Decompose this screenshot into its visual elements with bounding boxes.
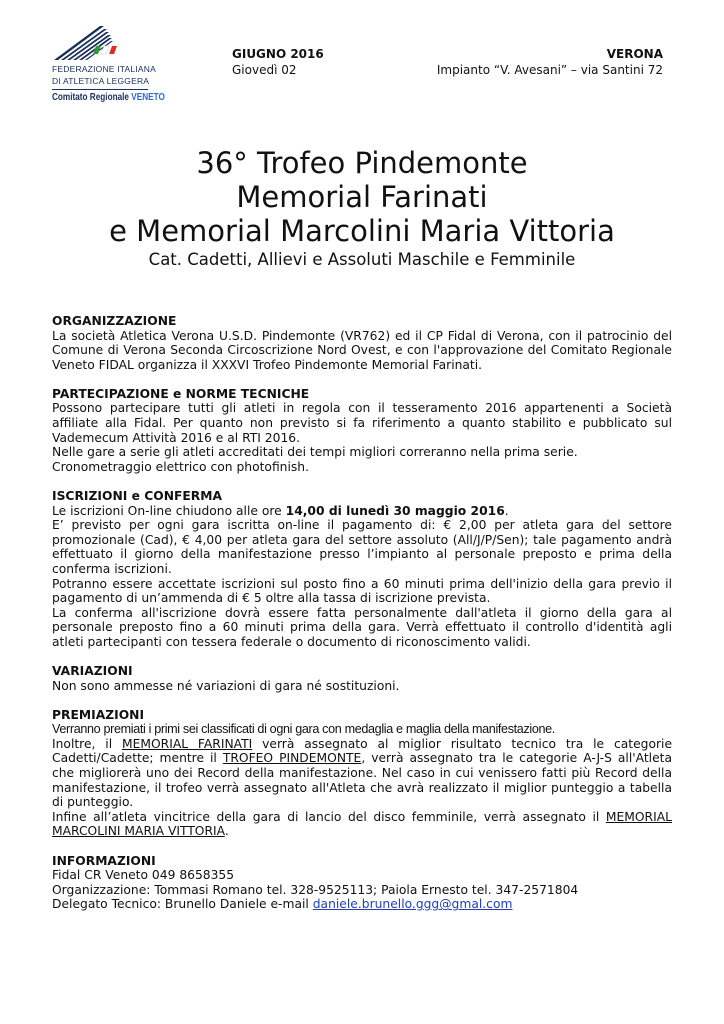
event-venue: Impianto “V. Avesani” – via Santini 72	[436, 63, 663, 77]
trofeo-pindemonte-label: TROFEO PINDEMONTE	[222, 751, 362, 766]
memorial-farinati-label: MEMORIAL FARINATI	[121, 736, 253, 751]
event-location	[437, 46, 663, 78]
title-line-1: 36° Trofeo Pindemonte	[196, 146, 528, 180]
event-month: GIUGNO 2016	[232, 47, 324, 61]
informazioni-delegato	[52, 897, 672, 912]
partecipazione-paragraph-3: Cronometraggio elettrico con photofinish.	[52, 459, 310, 474]
heading-informazioni: INFORMAZIONI	[52, 853, 156, 868]
heading-organizzazione: ORGANIZZAZIONE	[52, 314, 177, 328]
logo-region-name: VENETO	[131, 92, 165, 103]
heading-premiazioni: PREMIAZIONI	[52, 707, 145, 722]
iscrizioni-deadline-end: .	[504, 503, 509, 518]
premiazioni-text-a: Inoltre, il	[52, 736, 122, 751]
fidal-logo	[52, 24, 172, 103]
partecipazione-paragraph-2: Nelle gare a serie gli atleti accreditati dei tempi migliori correranno nella prima serie.	[52, 445, 578, 460]
organizzazione-text: La società Atletica Verona U.S.D. Pindemonte (VR762) ed il CP Fidal di Verona, con il patrocinio del Comune di Verona Seconda Circoscrizione Nord Ovest, e con l'approvazione del Comitato Regionale Veneto FIDAL organizza il XXXVI Trofeo Pindemonte Memorial Farinati.	[52, 328, 672, 372]
premiazioni-paragraph-1: Verranno premiati i primi sei classificati di ogni gara con medaglia e maglia della manifestazione.	[52, 722, 555, 737]
logo-org-line2: DI ATLETICA LEGGERA	[52, 76, 150, 86]
logo-region	[52, 92, 165, 103]
iscrizioni-deadline-intro: Le iscrizioni On-line chiudono alle ore	[52, 503, 286, 518]
premiazioni-text-d: Infine all’atleta vincitrice della gara di lancio del disco femminile, verrà assegnato il	[52, 809, 606, 824]
iscrizioni-paragraph-2: E’ previsto per ogni gara iscritta on-line il pagamento di: € 2,00 per atleta gara del settore promozionale (Cad), € 4,00 per atleta gara del settore assoluto (All/J/P/Sen); tale pagamento andrà effettuato il giorno della manifestazione presso l’impianto al personale preposto e prima della conferma iscrizioni.	[52, 518, 672, 576]
title-line-3: e Memorial Marcolini Maria Vittoria	[109, 214, 615, 248]
title-subtitle: Cat. Cadetti, Allievi e Assoluti Maschile e Femminile	[148, 250, 576, 269]
heading-variazioni: VARIAZIONI	[52, 663, 133, 678]
event-date	[232, 46, 324, 78]
heading-iscrizioni: ISCRIZIONI e CONFERMA	[52, 488, 223, 503]
logo-org-line1: FEDERAZIONE ITALIANA	[52, 64, 156, 74]
iscrizioni-paragraph-3: Potranno essere accettate iscrizioni sul posto fino a 60 minuti prima dell'inizio della gara previo il pagamento di un’ammenda di € 5 oltre alla tassa di iscrizione prevista.	[52, 576, 672, 606]
premiazioni-paragraph-3	[52, 810, 672, 839]
informazioni-phone: Fidal CR Veneto 049 8658355	[52, 868, 235, 883]
variazioni-text: Non sono ammesse né variazioni di gara né sostituzioni.	[52, 678, 400, 693]
section-organizzazione	[52, 314, 672, 372]
event-day: Giovedì 02	[232, 63, 297, 77]
delegato-label: Delegato Tecnico: Brunello Daniele e-mail	[52, 897, 313, 912]
iscrizioni-deadline: 14,00 di lunedì 30 maggio 2016	[285, 503, 505, 518]
section-variazioni	[52, 664, 672, 693]
premiazioni-text-c: , verrà assegnato tra le categorie A-J-S all'Atleta che migliorerà uno dei Record della manifestazione. Nel caso in cui venissero fatti più Record della manifestazione, il trofeo verrà assegnato all'Atleta che avrà realizzato il miglior punteggio a tabella di punteggio.	[52, 751, 672, 810]
document-body	[52, 314, 672, 926]
iscrizioni-paragraph-4: La conferma all'iscrizione dovrà essere fatta personalmente dall'atleta il giorno della gara al personale preposto fino a 60 minuti prima della gara. Verrà effettuato il controllo d'identità agli atleti partecipanti con tessera federale o documento di riconoscimento validi.	[52, 605, 672, 649]
logo-divider	[52, 89, 148, 90]
premiazioni-text-b: verrà assegnato al miglior risultato tecnico tra le categorie Cadetti/Cadette; mentre il	[52, 736, 673, 766]
memorial-marcolini-label: MEMORIAL MARCOLINI MARIA VITTORIA	[52, 809, 672, 839]
logo-region-prefix: Comitato Regionale	[52, 92, 132, 103]
title-line-2: Memorial Farinati	[236, 180, 488, 214]
partecipazione-paragraph-1: Possono partecipare tutti gli atleti in regola con il tesseramento 2016 appartenenti a Società affiliate alla Fidal. Per quanto non previsto si fa riferimento a quanto stabilito e pubblicato sul Vademecum Attività 2016 e al RTI 2016.	[52, 401, 672, 445]
section-informazioni	[52, 854, 672, 912]
document-title	[0, 146, 724, 271]
section-iscrizioni	[52, 489, 672, 650]
delegato-email-link[interactable]: daniele.brunello.ggg@gmal.com	[312, 897, 513, 912]
premiazioni-text-e: .	[224, 824, 229, 839]
event-city: VERONA	[606, 47, 663, 61]
iscrizioni-paragraph-1	[52, 504, 672, 519]
fidal-athlete-icon	[52, 24, 132, 62]
section-premiazioni	[52, 708, 672, 839]
premiazioni-paragraph-2	[52, 737, 672, 810]
informazioni-organizzazione: Organizzazione: Tommasi Romano tel. 328-9525113; Paiola Ernesto tel. 347-2571804	[52, 882, 579, 897]
section-partecipazione	[52, 387, 672, 475]
heading-partecipazione: PARTECIPAZIONE e NORME TECNICHE	[52, 386, 310, 401]
